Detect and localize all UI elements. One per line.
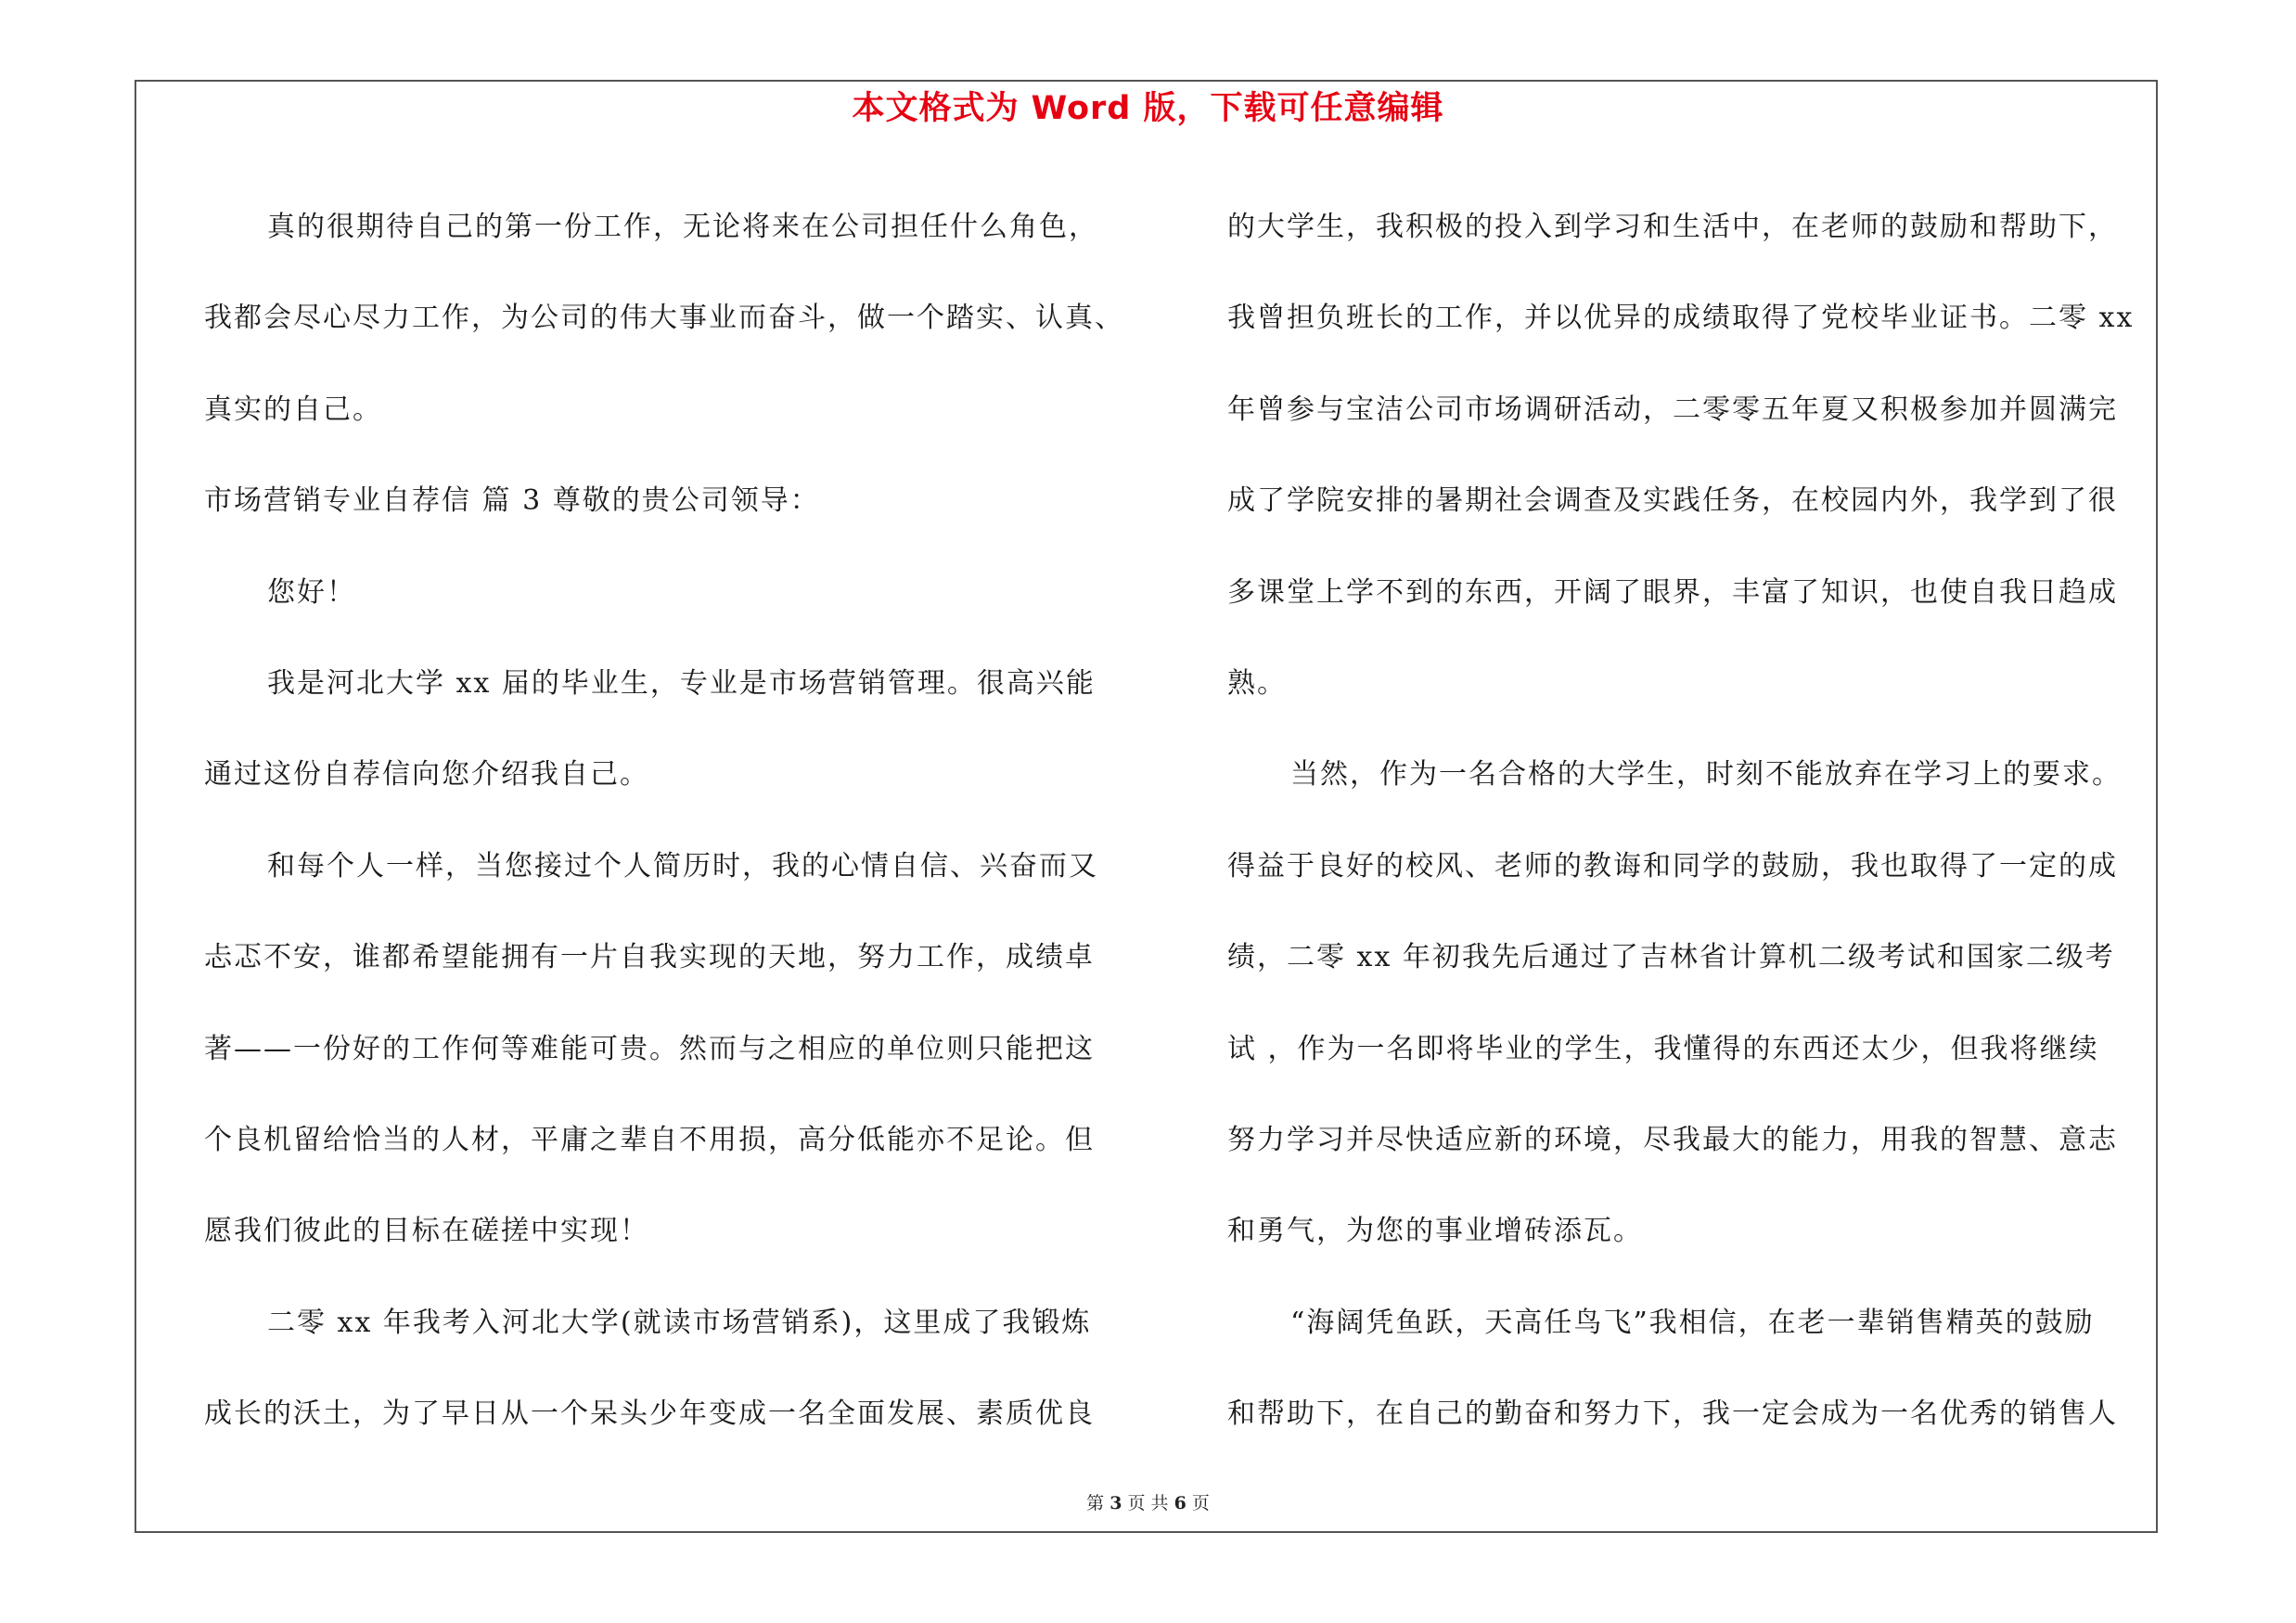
text-line: 成长的沃土，为了早日从一个呆头少年变成一名全面发展、素质优良	[204, 1398, 1095, 1431]
text-line: 得益于良好的校风、老师的教诲和同学的鼓励，我也取得了一定的成	[1227, 849, 2118, 882]
right-text-column	[1227, 182, 2164, 1460]
text-line: 愿我们彼此的目标在磋搓中实现！	[204, 1215, 649, 1248]
text-line: 我曾担负班长的工作，并以优异的成绩取得了党校毕业证书。二零 xx	[1227, 302, 2135, 335]
text-line: 市场营销专业自荐信 篇 3 尊敬的贵公司领导：	[204, 484, 820, 518]
text-line: 二零 xx 年我考入河北大学(就读市场营销系)，这里成了我锻炼	[267, 1306, 1092, 1339]
page-footer	[0, 1491, 2296, 1515]
text-line: 真的很期待自己的第一份工作，无论将来在公司担任什么角色，	[267, 211, 1098, 243]
text-line: 通过这份自荐信向您介绍我自己。	[204, 758, 649, 792]
text-line: 成了学院安排的暑期社会调查及实践任务，在校园内外，我学到了很	[1227, 484, 2118, 518]
text-line: 当然，作为一名合格的大学生，时刻不能放弃在学习上的要求。	[1290, 758, 2122, 792]
footer-prefix: 第	[1086, 1493, 1105, 1514]
text-line: 绩，二零 xx 年初我先后通过了吉林省计算机二级考试和国家二级考	[1227, 941, 2115, 974]
total-page-number: 6	[1174, 1493, 1186, 1514]
text-line: 和帮助下，在自己的勤奋和努力下，我一定会成为一名优秀的销售人	[1227, 1398, 2118, 1431]
text-line: 我是河北大学 xx 届的毕业生，专业是市场营销管理。很高兴能	[267, 666, 1096, 700]
text-line: 真实的自己。	[204, 393, 382, 426]
footer-suffix: 页	[1191, 1493, 1210, 1514]
footer-middle: 页 共	[1127, 1493, 1169, 1514]
text-line: 著——一份好的工作何等难能可贵。然而与之相应的单位则只能把这	[204, 1032, 1095, 1065]
text-line: 的大学生，我积极的投入到学习和生活中，在老师的鼓励和帮助下，	[1227, 211, 2118, 243]
text-line: 年曾参与宝洁公司市场调研活动，二零零五年夏又积极参加并圆满完	[1227, 393, 2118, 426]
text-line: 我都会尽心尽力工作，为公司的伟大事业而奋斗，做一个踏实、认真、	[204, 302, 1124, 335]
text-line: 您好！	[267, 575, 356, 609]
text-line: “海阔凭鱼跃，天高任鸟飞”我相信，在老一辈销售精英的鼓励	[1290, 1306, 2095, 1339]
text-line: 努力学习并尽快适应新的环境，尽我最大的能力，用我的智慧、意志	[1227, 1123, 2118, 1156]
text-line: 忐忑不安，谁都希望能拥有一片自我实现的天地，努力工作，成绩卓	[204, 941, 1095, 974]
text-line: 多课堂上学不到的东西，开阔了眼界，丰富了知识，也使自我日趋成	[1227, 575, 2118, 609]
text-line: 和勇气，为您的事业增砖添瓦。	[1227, 1215, 1643, 1248]
text-line: 试 ，作为一名即将毕业的学生，我懂得的东西还太少，但我将继续	[1227, 1032, 2099, 1065]
current-page-number: 3	[1110, 1493, 1122, 1514]
text-line: 和每个人一样，当您接过个人简历时，我的心情自信、兴奋而又	[267, 849, 1098, 882]
format-notice-banner: 本文格式为 Word 版，下载可任意编辑	[852, 90, 1444, 127]
text-line: 熟。	[1227, 666, 1287, 700]
text-line: 个良机留给恰当的人材，平庸之辈自不用损，高分低能亦不足论。但	[204, 1123, 1095, 1156]
left-text-column	[204, 182, 1141, 1460]
